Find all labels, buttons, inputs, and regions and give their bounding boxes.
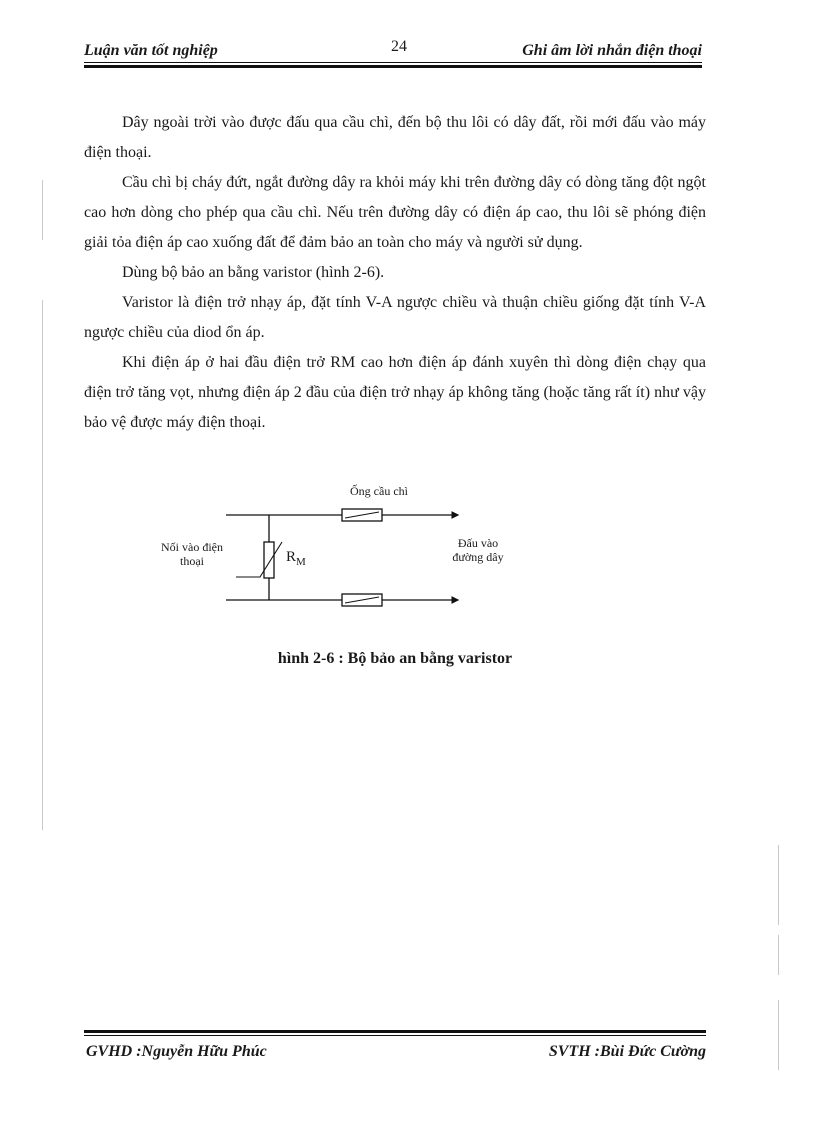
footer-rule-thin: [84, 1035, 706, 1036]
page-footer: [84, 1043, 706, 1065]
scan-artifact: [42, 300, 43, 830]
input-label-line2: thoại: [180, 554, 204, 568]
scan-artifact: [778, 845, 779, 925]
output-label-line2: đường dây: [452, 550, 504, 564]
footer-rule-thick: [84, 1030, 706, 1033]
scan-artifact: [42, 180, 43, 240]
resistor-subscript: M: [296, 556, 306, 568]
resistor-label: [286, 550, 306, 569]
resistor-symbol: R: [286, 549, 297, 565]
header-rule-thin: [84, 62, 702, 63]
body-text: [84, 108, 706, 438]
page-number: 24: [391, 38, 407, 55]
header-rule-thick: [84, 65, 702, 68]
paragraph: Dùng bộ bảo an bằng varistor (hình 2-6).: [122, 264, 385, 281]
scan-artifact: [778, 1000, 779, 1070]
header-chapter-title: Ghi âm lời nhắn điện thoại: [522, 42, 702, 59]
scan-artifact: [778, 935, 779, 975]
paragraph: Dây ngoài trời vào được đấu qua cầu chì, đến bộ thu lôi có dây đất, rồi mới đấu vào máy điện thoại.: [84, 114, 706, 161]
paragraph: Khi điện áp ở hai đầu điện trở RM cao hơn điện áp đánh xuyên thì dòng điện chạy qua điện trở tăng vọt, nhưng điện áp 2 đầu của điện trở nhạy áp không tăng (hoặc tăng rất ít) như vậy bảo vệ được máy điện thoại.: [84, 354, 706, 431]
figure-caption: [0, 650, 816, 668]
figure-caption-text: hình 2-6 : Bộ bảo an bằng varistor: [277, 650, 513, 667]
page-header: [84, 38, 702, 62]
input-label-line1: Nối vào điện: [161, 540, 223, 554]
paragraph: Cầu chì bị cháy đứt, ngắt đường dây ra khỏi máy khi trên đường dây có dòng tăng đột ngột cao hơn dòng cho phép qua cầu chì. Nếu trên đường dây có điện áp cao, thu lôi sẽ phóng điện giải tỏa điện áp cao xuống đất để đảm bảo an toàn cho máy và người sử dụng.: [84, 174, 706, 251]
paragraph: Varistor là điện trở nhạy áp, đặt tính V-A ngược chiều và thuận chiều giống đặt tính V-A ngược chiều của diod ổn áp.: [84, 294, 706, 341]
varistor-body: [264, 542, 274, 578]
footer-student: SVTH :Bùi Đức Cường: [548, 1043, 706, 1060]
output-label: [438, 536, 518, 564]
header-thesis-title: Luận văn tốt nghiệp: [84, 42, 218, 59]
varistor-circuit-figure: [140, 478, 540, 628]
fuse-label: Ống cầu chì: [350, 484, 408, 498]
footer-supervisor: GVHD :Nguyễn Hữu Phúc: [86, 1043, 267, 1060]
output-label-line1: Đấu vào: [457, 536, 499, 550]
input-label: [140, 540, 244, 568]
